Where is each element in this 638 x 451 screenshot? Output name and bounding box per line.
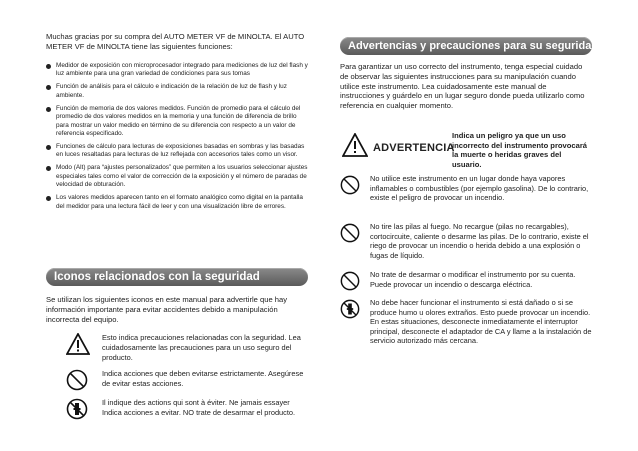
prohibited-icon (66, 369, 88, 391)
do-not-disassemble-icon (66, 398, 88, 420)
warning-triangle-icon (66, 333, 88, 355)
list-item: Los valores medidos aparecen tanto en el formato analógico como digital en la pantalla del medidor para una lectura fácil de leer y con una visualización libre de errores. (46, 194, 308, 211)
list-item: Funciones de cálculo para lecturas de exposiciones basadas en sombras y las basadas en luces resaltadas para lecturas de luz reflejada con accesorios tales como un visor. (46, 143, 308, 160)
icon-description: Indica acciones que deben evitarse estrictamente. Asegúrese de evitar estas acciones. (102, 369, 304, 388)
bullet-icon (46, 85, 51, 90)
list-item: Función de memoria de dos valores medidos. Función de promedio para el cálculo del promedio de dos valores medidos en la memoria y una función de diferencia de brillo para mostrar un valor medido en término de su diferencia con respecto a un valor de referencia especificado. (46, 105, 308, 139)
rule-text: No utilice este instrumento en un lugar donde haya vapores inflamables o combustibles (por ejemplo gasolina). De lo contrario, existe el peligro de provocar un incendio. (370, 174, 589, 203)
warning-block (340, 125, 592, 169)
icon-description: Il indique des actions qui sont à éviter. Ne jamais essayer Indica acciones a evitar. NO trate de desarmar el producto. (102, 398, 296, 417)
warning-label: ADVERTENCIA (373, 142, 455, 154)
prohibited-icon (340, 175, 360, 195)
warning-triangle-icon (342, 133, 368, 157)
icons-heading: Iconos relacionados con la seguridad (46, 268, 308, 286)
list-item: Modo (Alt) para “ajustes personalizados” que permiten a los usuarios seleccionar ajustes especiales tales como el valor de corrección de la exposición y el número de paradas de velocidad de obturación. (46, 164, 308, 189)
prohibited-icon (340, 271, 360, 291)
list-item: Función de análisis para el cálculo e indicación de la relación de luz de flash y luz ambiente. (46, 83, 308, 100)
bullet-icon (46, 166, 51, 171)
bullet-icon (46, 107, 51, 112)
safety-heading: Advertencias y precauciones para su seguridad (340, 37, 592, 55)
prohibited-icon (340, 223, 360, 243)
safety-intro: Para garantizar un uso correcto del instrumento, tenga especial cuidado de observar las siguientes instrucciones para su manipulación cuando utilice este instrumento. Lea cuidadosamente este manual de instrucciones y guárdelo en un lugar seguro donde pueda utilizarlo como referencia en cualquier momento. (340, 62, 585, 111)
rule-text: No tire las pilas al fuego. No recargue (pilas no recargables), cortocircuite, caliente o desarme las pilas. De lo contrario, existe el riego de provocar un incendio o herida debido a una explosión o fugas de líquido. (370, 222, 589, 260)
list-item: Medidor de exposición con microprocesador integrado para mediciones de luz del flash y luz ambiente para una gran variedad de condiciones para sus tomas (46, 62, 308, 79)
rule-text: No debe hacer funcionar el instrumento si está dañado o si se produce humo u olores extraños. Esto puede provocar un incendio. En estas situaciones, desconecte inmediatamente el interruptor principal, desconecte el adaptador de CA y llame a la instalación de servicio autorizado más cercana. (370, 298, 592, 346)
icon-description: Esto indica precauciones relacionadas con la seguridad. Lea cuidadosamente las precauciones para un uso seguro del producto. (102, 333, 301, 362)
bullet-icon (46, 145, 51, 150)
warning-description: Indica un peligro ya que un uso incorrecto del instrumento provocará la muerte o heridas graves del usuario. (452, 131, 588, 169)
icons-intro: Se utilizan los siguientes iconos en este manual para advertirle que hay información importante para evitar accidentes debido a manipulación incorrecta del equipo. (46, 295, 288, 324)
intro-text: Muchas gracias por su compra del AUTO METER VF de MINOLTA. El AUTO METER VF de MINOLTA tiene las siguientes funciones: (46, 32, 305, 51)
bullet-icon (46, 196, 51, 201)
do-not-disassemble-icon (340, 299, 360, 319)
rule-text: No trate de desarmar o modificar el instrumento por su cuenta. Puede provocar un incendio o descarga eléctrica. (370, 270, 576, 289)
feature-list (46, 62, 308, 216)
bullet-icon (46, 64, 51, 69)
